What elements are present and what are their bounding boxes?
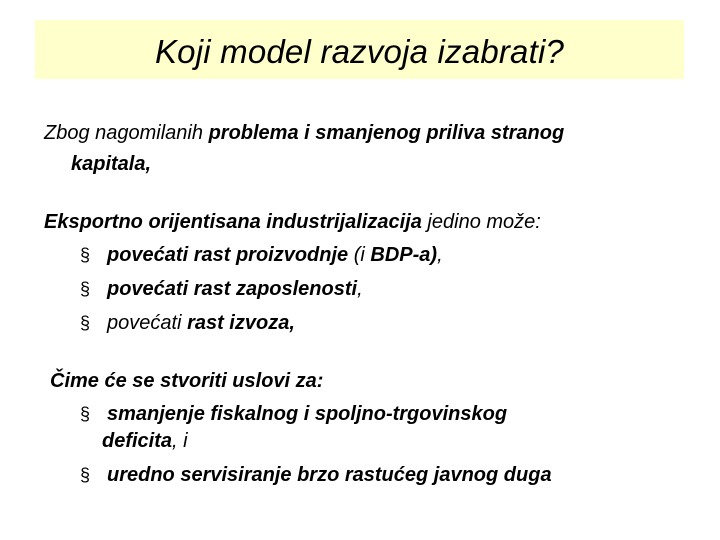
list-item-bold: povećati rast proizvodnje — [107, 244, 349, 266]
intro-line-1 — [44, 121, 564, 146]
list-item-bold: povećati rast zaposlenosti — [107, 278, 358, 300]
bullet-icon: § — [80, 245, 91, 265]
list-item-text — [107, 277, 363, 302]
list-item-bold: rast izvoza, — [187, 312, 295, 334]
list-item-bold: uredno servisiranje brzo rastućeg javnog duga — [107, 464, 552, 486]
bullet-icon: § — [80, 313, 91, 333]
intro-normal-text: Zbog nagomilanih — [44, 122, 209, 144]
list-item-normal: , — [357, 278, 363, 300]
list-item-continuation — [102, 429, 188, 454]
intro-line-2 — [71, 152, 151, 177]
title-banner — [35, 20, 684, 79]
section1-lead-normal: jedino može: — [421, 211, 541, 233]
list-item-text — [107, 243, 443, 268]
list-item-bold: deficita — [102, 430, 173, 452]
list-item-text — [107, 402, 507, 427]
bullet-icon: § — [80, 404, 91, 424]
intro-bold-continuation: kapitala, — [71, 153, 152, 175]
page-title: Koji model razvoja izabrati? — [154, 33, 565, 70]
list-item-text — [107, 463, 552, 488]
list-item-normal: , i — [172, 430, 188, 452]
section2-lead-bold: Čime će se stvoriti uslovi za: — [50, 370, 324, 392]
section1-lead-bold: Eksportno orijentisana industrijalizacija — [44, 211, 422, 233]
section1-lead — [44, 210, 541, 235]
list-item-normal: povećati — [107, 312, 188, 334]
list-item-bold: smanjenje fiskalnog i spoljno-trgovinskog — [107, 403, 508, 425]
list-item-bold: BDP-a) — [370, 244, 438, 266]
bullet-icon: § — [80, 279, 91, 299]
bullet-icon: § — [80, 465, 91, 485]
list-item-normal: (i — [348, 244, 371, 266]
intro-bold-text: problema i smanjenog priliva stranog — [208, 122, 565, 144]
section2-lead — [50, 369, 323, 394]
list-item-text — [107, 311, 295, 336]
list-item-normal: , — [437, 244, 443, 266]
